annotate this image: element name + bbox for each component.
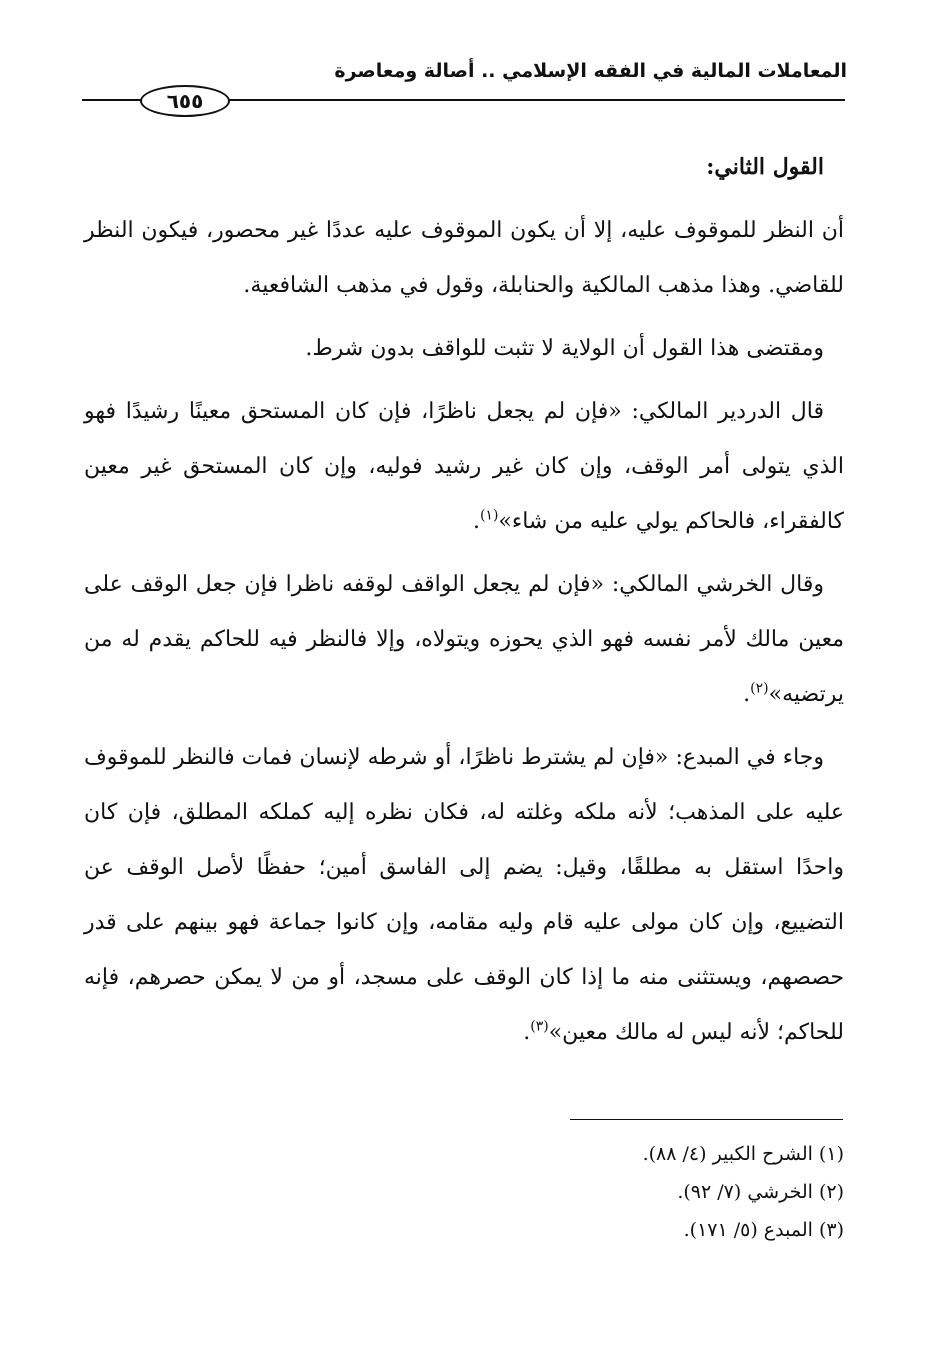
page-number: ٦٥٥ — [140, 85, 230, 117]
paragraph-2: ومقتضى هذا القول أن الولاية لا تثبت للواقف بدون شرط. — [305, 336, 824, 361]
footnote-ref-1: (١) — [479, 507, 499, 524]
paragraph-4-end: . — [743, 682, 751, 707]
main-text — [84, 140, 844, 1068]
section-heading: القول الثاني: — [706, 154, 824, 180]
paragraph-4 — [84, 557, 844, 722]
footnote-rule — [570, 1119, 843, 1120]
footnote-1: (١) الشرح الكبير (٤/ ٨٨). — [642, 1143, 844, 1165]
running-header-title: المعاملات المالية في الفقه الإسلامي .. أصالة ومعاصرة — [334, 60, 847, 82]
paragraph-5-end: . — [523, 1020, 531, 1045]
footnotes — [84, 1135, 844, 1249]
paragraph-3 — [84, 384, 844, 549]
footnote-3: (٣) المبدع (٥/ ١٧١). — [683, 1219, 844, 1241]
paragraph-3-end: . — [472, 509, 480, 534]
paragraph-5 — [84, 730, 844, 1060]
paragraph-5-text: وجاء في المبدع: «فإن لم يشترط ناظرًا، أو شرطه لإنسان فمات فالنظر للموقوف عليه على المذهب؛ لأنه ملكه وغلته له، فكان نظره إليه كملكه المطلق، فإن كان واحدًا استقل به مطلقًا، وقيل: يضم إلى الفاسق أمين؛ حفظًا لأصل الوقف عن التضييع، وإن كان مولى عليه قام وليه مقامه، وإن كانوا جماعة فهو بينهم على قدر حصصهم، ويستثنى منه ما إذا كان الوقف على مسجد، أو من لا يمكن حصرهم، فإنه للحاكم؛ لأنه ليس له مالك معين» — [84, 745, 844, 1045]
paragraph-3-text: قال الدردير المالكي: «فإن لم يجعل ناظرًا، فإن كان المستحق معينًا رشيدًا فهو الذي يتولى أمر الوقف، وإن كان غير رشيد فوليه، وإن كان المستحق غير معين كالفقراء، فالحاكم يولي عليه من شاء» — [84, 399, 844, 534]
footnote-ref-2: (٢) — [750, 680, 769, 697]
paragraph-4-text: وقال الخرشي المالكي: «فإن لم يجعل الواقف لوقفه ناظرا فإن جعل الوقف على معين مالك لأمر نفسه فهو الذي يحوزه ويتولاه، وإلا فالنظر فيه للحاكم يقدم له من يرتضيه» — [84, 572, 844, 707]
footnote-ref-3: (٣) — [530, 1018, 549, 1035]
footnote-2: (٢) الخرشي (٧/ ٩٢). — [677, 1181, 844, 1203]
paragraph-1: أن النظر للموقوف عليه، إلا أن يكون الموقوف عليه عددًا غير محصور، فيكون النظر للقاضي. وهذا مذهب المالكية والحنابلة، وقول في مذهب الشافعية. — [84, 218, 844, 298]
